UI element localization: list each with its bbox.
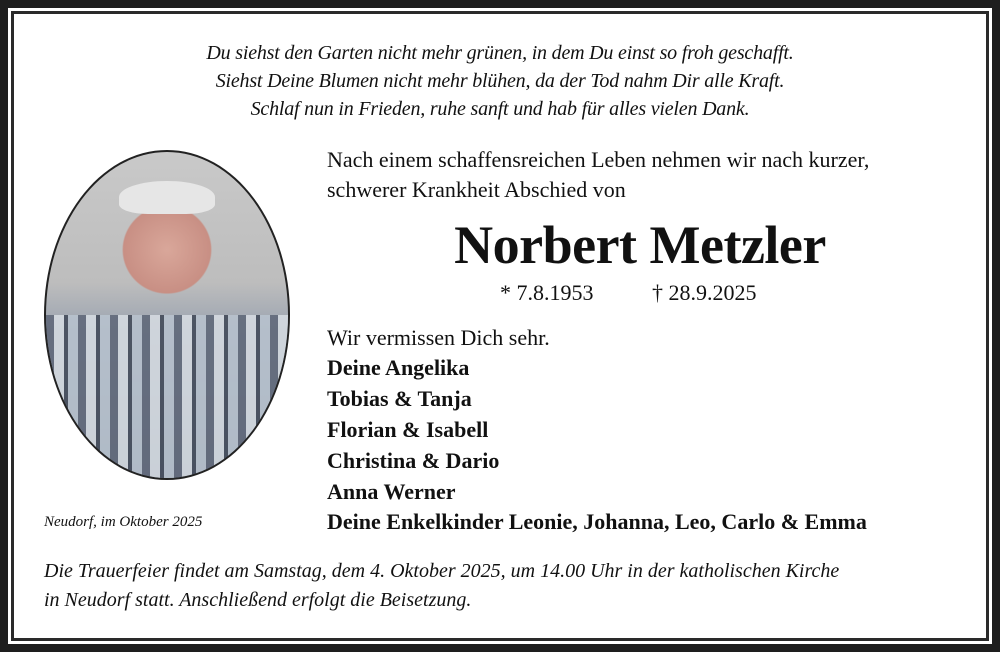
place-date: Neudorf, im Oktober 2025	[44, 514, 203, 530]
family-member: Christina & Dario	[327, 448, 500, 473]
verse-line: Siehst Deine Blumen nicht mehr blühen, da der Tod nahm Dir alle Kraft.	[215, 70, 785, 92]
family-member: Florian & Isabell	[327, 417, 489, 442]
portrait-photo	[44, 150, 290, 480]
verse-line: Du siehst den Garten nicht mehr grünen, in dem Du einst so froh geschafft.	[206, 42, 794, 64]
portrait-hair	[119, 181, 216, 214]
intro-line: Nach einem schaffensreichen Leben nehmen wir nach kurzer,	[327, 147, 870, 172]
death-date: † 28.9.2025	[652, 280, 757, 305]
family-member: Deine Enkelkinder Leonie, Johanna, Leo, Carlo & Emma	[327, 509, 867, 534]
family-member: Deine Angelika	[327, 355, 470, 380]
family-member: Anna Werner	[327, 479, 456, 504]
miss-line: Wir vermissen Dich sehr.	[327, 325, 550, 350]
birth-date: * 7.8.1953	[500, 280, 594, 305]
intro-line: schwerer Krankheit Abschied von	[327, 177, 626, 202]
service-line: Die Trauerfeier findet am Samstag, dem 4. Oktober 2025, um 14.00 Uhr in der katholischen Kirche	[44, 560, 840, 582]
deceased-name: Norbert Metzler	[454, 215, 826, 275]
family-member: Tobias & Tanja	[327, 386, 472, 411]
service-line: in Neudorf statt. Anschließend erfolgt die Beisetzung.	[44, 589, 472, 611]
portrait-shirt	[46, 315, 288, 478]
verse-line: Schlaf nun in Frieden, ruhe sanft und hab für alles vielen Dank.	[250, 98, 750, 120]
